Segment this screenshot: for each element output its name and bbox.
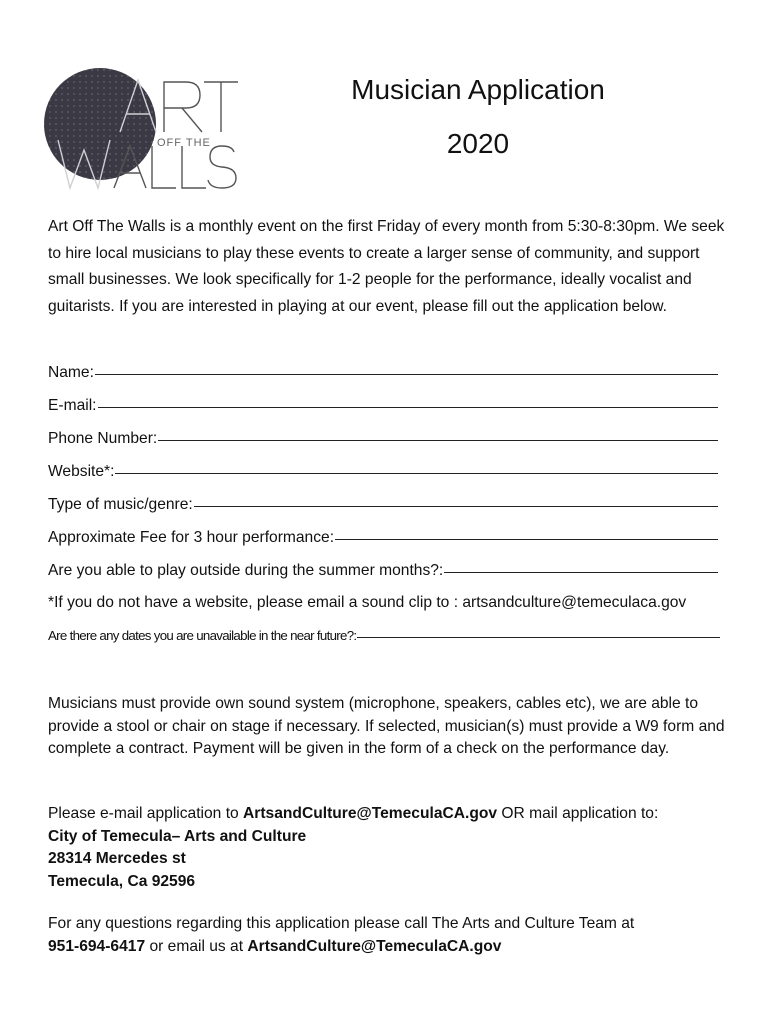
email-label: E-mail: — [48, 397, 97, 414]
mail-suffix: OR mail application to: — [497, 805, 659, 822]
intro-paragraph: Art Off The Walls is a monthly event on the first Friday of every month from 5:30-8:30pm. We seek to hire local musicians to play these events to create a larger sense of community, and support small businesses. We look specifically for 1-2 people for the performance, ideally vocalist and guitarists. If you are interested in playing at our event, please fill out the application below. — [48, 218, 725, 315]
email-line[interactable] — [98, 406, 718, 408]
mail-section — [48, 803, 728, 893]
phone-field[interactable] — [48, 430, 718, 448]
contact-section — [48, 913, 728, 958]
website-note: *If you do not have a website, please email a sound clip to : artsandculture@temeculaca.gov — [48, 594, 687, 611]
contact-middle: or email us at — [145, 937, 248, 955]
outside-field[interactable] — [48, 562, 718, 580]
fee-label: Approximate Fee for 3 hour performance: — [48, 529, 335, 546]
phone-label: Phone Number: — [48, 430, 158, 447]
contact-phone[interactable]: 951-694-6417 — [48, 937, 146, 955]
svg-text:OFF THE: OFF THE — [157, 137, 211, 149]
dates-line[interactable] — [357, 636, 720, 638]
mail-city: Temecula, Ca 92596 — [48, 872, 196, 890]
genre-label: Type of music/genre: — [48, 496, 193, 513]
outside-label: Are you able to play outside during the summer months?: — [48, 562, 444, 579]
genre-line[interactable] — [194, 505, 718, 507]
fee-line[interactable] — [335, 538, 718, 540]
form-year: 2020 — [446, 128, 510, 159]
outside-line[interactable] — [444, 571, 718, 573]
mail-org: City of Temecula– Arts and Culture — [48, 827, 307, 845]
name-label: Name: — [48, 364, 94, 381]
fee-field[interactable] — [48, 529, 718, 547]
requirements-paragraph: Musicians must provide own sound system (microphone, speakers, cables etc), we are able to provide a stool or chair on stage if necessary. If selected, musician(s) must provide a W9 form and complete a contract. Payment will be given in the form of a check on the performance day. — [48, 695, 725, 757]
name-field[interactable] — [48, 364, 718, 382]
mail-email-link[interactable]: ArtsandCulture@TemeculaCA.gov — [243, 805, 498, 822]
dates-label: Are there any dates you are unavailable in the near future?: — [48, 628, 357, 643]
mail-instructions — [48, 803, 728, 826]
genre-field[interactable] — [48, 496, 718, 514]
website-line[interactable] — [115, 472, 718, 474]
website-field[interactable] — [48, 463, 718, 481]
dates-field[interactable] — [48, 628, 720, 643]
website-label: Website*: — [48, 463, 115, 480]
mail-prefix: Please e-mail application to — [48, 805, 244, 822]
email-field[interactable] — [48, 397, 718, 415]
name-line[interactable] — [95, 373, 718, 375]
mail-street: 28314 Mercedes st — [48, 850, 186, 867]
contact-prefix: For any questions regarding this application please call The Arts and Culture Team at — [48, 915, 635, 932]
form-title: Musician Application — [351, 74, 605, 105]
art-off-the-walls-logo — [42, 62, 242, 194]
contact-email-link[interactable]: ArtsandCulture@TemeculaCA.gov — [247, 937, 502, 955]
phone-line[interactable] — [158, 439, 718, 441]
